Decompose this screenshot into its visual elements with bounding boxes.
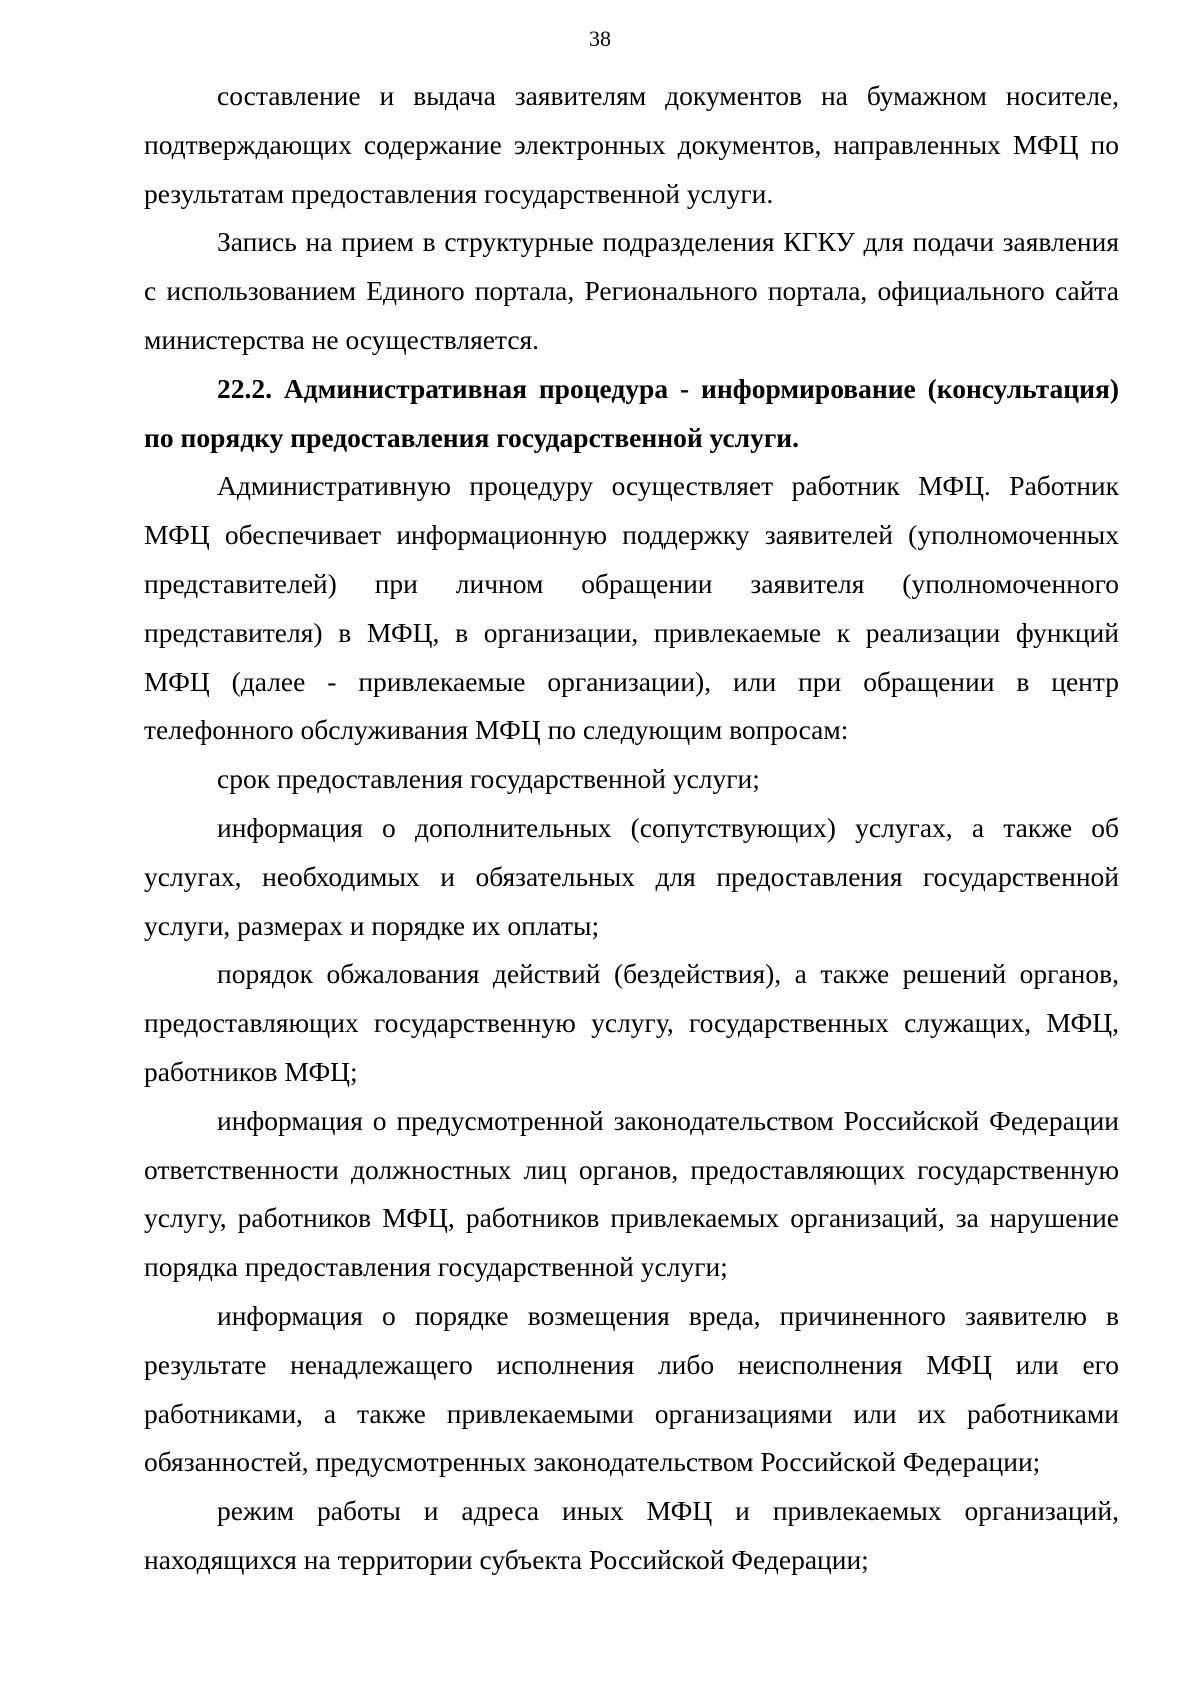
list-item-service-term: срок предоставления государственной услуги;: [217, 763, 760, 795]
list-item-appeal-procedure: порядок обжалования действий (бездействия), а также решений органов, предоставляющих государственную услугу, государственных служащих, МФЦ, работников МФЦ;: [144, 958, 1119, 1087]
section-heading-22-2: 22.2. Административная процедура - информирование (консультация) по порядку предоставления государственной услуги.: [144, 372, 1119, 453]
list-item-additional-services: информация о дополнительных (сопутствующих) услугах, а также об услугах, необходимых и обязательных для предоставления государственной услуги, размерах и порядке их оплаты;: [144, 811, 1119, 941]
list-item-work-schedule: режим работы и адреса иных МФЦ и привлекаемых организаций, находящихся на территории субъекта Российской Федерации;: [144, 1495, 1119, 1575]
document-body: [144, 72, 1119, 1585]
list-item-damage-compensation: информация о порядке возмещения вреда, причиненного заявителю в результате ненадлежащего исполнения либо неисполнения МФЦ или его работниками, а также привлекаемыми организациями или их работниками обязанностей, предусмотренных законодательством Российской Федерации;: [144, 1299, 1119, 1478]
paragraph-issuance-of-paper-documents: составление и выдача заявителям документов на бумажном носителе, подтверждающих содержание электронных документов, направленных МФЦ по результатам предоставления государственной услуги.: [144, 80, 1119, 209]
paragraph-procedure-description: Административную процедуру осуществляет работник МФЦ. Работник МФЦ обеспечивает информационную поддержку заявителей (уполномоченных представителей) при личном обращении заявителя (уполномоченного представителя) в МФЦ, в организации, привлекаемые к реализации функций МФЦ (далее - привлекаемые организации), или при обращении в центр телефонного обслуживания МФЦ по следующим вопросам:: [144, 470, 1119, 746]
page-number: 38: [589, 26, 611, 51]
list-item-responsibility: информация о предусмотренной законодательством Российской Федерации ответственности должностных лиц органов, предоставляющих государственную услугу, работников МФЦ, работников привлекаемых организаций, за нарушение порядка предоставления государственной услуги;: [144, 1104, 1119, 1283]
paragraph-appointment-booking: Запись на прием в структурные подразделения КГКУ для подачи заявления с использованием Единого портала, Регионального портала, официального сайта министерства не осуществляется.: [144, 226, 1119, 355]
